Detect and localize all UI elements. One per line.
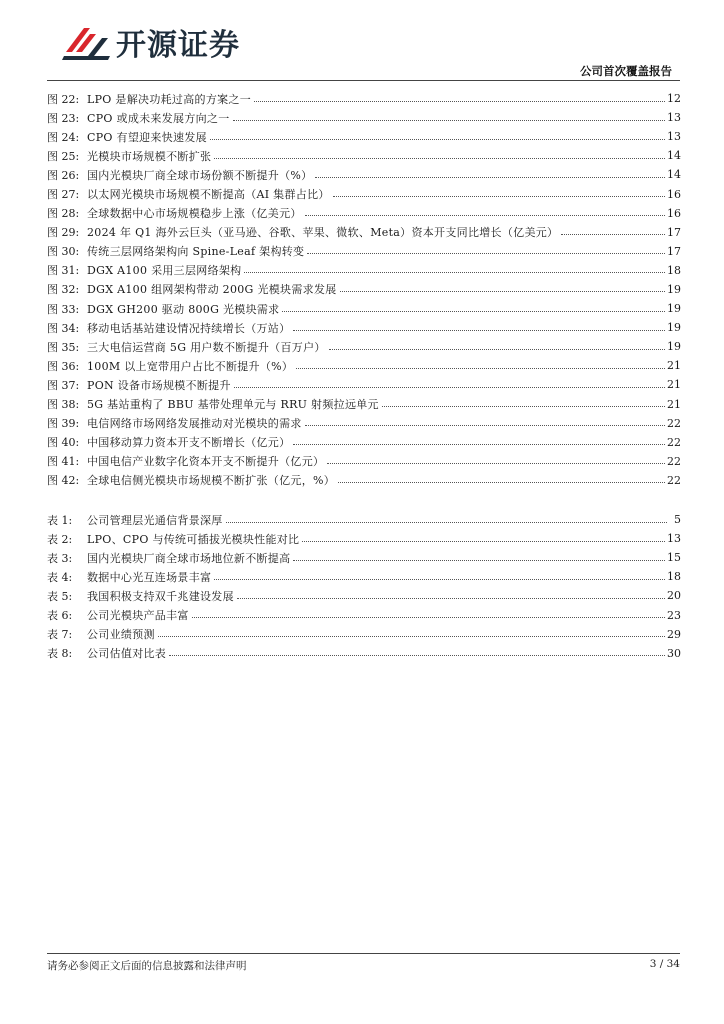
figure-page-number: 22 [667,416,681,430]
header-divider [47,80,680,81]
figure-entry[interactable] [47,165,681,184]
dot-leader [237,598,665,599]
figure-page-number: 18 [667,263,681,277]
figure-page-number: 13 [667,130,681,144]
logo-text: 开源证券 [116,28,240,63]
figure-title: DGX GH200 驱动 800G 光模块需求 [87,302,280,316]
dot-leader [293,444,665,445]
figure-title: DGX A100 组网架构带动 200G 光模块需求发展 [87,283,337,297]
figure-title: CPO 或成未来发展方向之一 [87,111,230,125]
figure-number: 图 30: [47,245,80,259]
figure-number: 图 25: [47,149,80,163]
table-entry[interactable] [47,529,681,548]
figure-page-number: 22 [667,454,681,468]
dot-leader [329,349,665,350]
figure-page-number: 22 [667,473,681,487]
figure-number: 图 29: [47,226,80,240]
figure-number: 图 42: [47,474,80,488]
dot-leader [233,120,665,121]
table-page-number: 29 [667,627,681,641]
dot-leader [338,482,665,483]
figure-entry[interactable] [47,184,681,203]
table-entry[interactable] [47,567,681,586]
figure-index-list [47,89,681,490]
dot-leader [305,425,665,426]
footer-divider [47,953,680,954]
figure-page-number: 13 [667,111,681,125]
figure-entry[interactable] [47,108,681,127]
table-entry[interactable] [47,586,681,605]
figure-entry[interactable] [47,242,681,261]
figure-title: 2024 年 Q1 海外云巨头（亚马逊、谷歌、苹果、微软、Meta）资本开支同比增长（亿美元） [87,226,559,240]
figure-page-number: 17 [667,225,681,239]
figure-title: DGX A100 采用三层网络架构 [87,264,242,278]
dot-leader [382,406,665,407]
table-page-number: 23 [667,608,681,622]
figure-title: 以太网光模块市场规模不断提高（AI 集群占比） [87,188,330,202]
figure-page-number: 22 [667,435,681,449]
figure-entry[interactable] [47,89,681,108]
figure-entry[interactable] [47,471,681,490]
figure-number: 图 39: [47,417,80,431]
table-title: LPO、CPO 与传统可插拔光模块性能对比 [87,532,300,546]
figure-title: CPO 有望迎来快速发展 [87,130,207,144]
figure-title: 100M 以上宽带用户占比不断提升（%） [87,359,294,373]
table-page-number: 15 [667,551,681,565]
figure-page-number: 21 [667,397,681,411]
dot-leader [561,234,665,235]
table-entry[interactable] [47,605,681,624]
figure-page-number: 16 [667,206,681,220]
figure-number: 图 37: [47,378,80,392]
figure-title: 中国移动算力资本开支不断增长（亿元） [87,436,291,450]
figure-title: 移动电话基站建设情况持续增长（万站） [87,321,291,335]
table-title: 公司估值对比表 [87,647,167,661]
dot-leader [305,215,665,216]
figure-number: 图 32: [47,283,80,297]
figure-title: 全球数据中心市场规模稳步上涨（亿美元） [87,207,302,221]
figure-title: PON 设备市场规模不断提升 [87,378,231,392]
dot-leader [226,522,667,523]
dot-leader [293,560,665,561]
table-number: 表 5: [47,589,73,603]
figure-title: 中国电信产业数字化资本开支不断提升（亿元） [87,455,325,469]
dot-leader [214,158,665,159]
figure-number: 图 40: [47,436,80,450]
figure-entry[interactable] [47,127,681,146]
dot-leader [244,272,665,273]
figure-title: 电信网络市场网络发展推动对光模块的需求 [87,417,302,431]
table-title: 数据中心光互连场景丰富 [87,570,212,584]
dot-leader [169,655,665,656]
dot-leader [254,101,665,102]
figure-entry[interactable] [47,375,681,394]
table-index-list [47,510,681,663]
table-entry[interactable] [47,625,681,644]
table-title: 国内光模块厂商全球市场地位新不断提高 [87,551,291,565]
figure-number: 图 35: [47,340,80,354]
table-number: 表 3: [47,551,73,565]
figure-entry[interactable] [47,146,681,165]
figure-page-number: 19 [667,282,681,296]
dot-leader [307,253,665,254]
table-page-number: 5 [674,513,681,527]
report-type-label: 公司首次覆盖报告 [580,64,672,78]
figure-entry[interactable] [47,204,681,223]
dot-leader [234,387,665,388]
table-title: 我国积极支持双千兆建设发展 [87,589,234,603]
dot-leader [210,139,665,140]
figure-entry[interactable] [47,414,681,433]
dot-leader [214,579,665,580]
figure-number: 图 41: [47,455,80,469]
figure-entry[interactable] [47,433,681,452]
footer-disclaimer: 请务必参阅正文后面的信息披露和法律声明 [47,960,247,972]
table-title: 公司管理层光通信背景深厚 [87,513,223,527]
figure-entry[interactable] [47,299,681,318]
figure-page-number: 12 [667,92,681,106]
dot-leader [158,636,665,637]
dot-leader [282,311,665,312]
dot-leader [340,291,665,292]
table-entry[interactable] [47,548,681,567]
figure-page-number: 16 [667,187,681,201]
figure-number: 图 24: [47,130,80,144]
dot-leader [333,196,665,197]
figure-number: 图 26: [47,168,80,182]
figure-number: 图 33: [47,302,80,316]
figure-number: 图 31: [47,264,80,278]
dot-leader [315,177,665,178]
dot-leader [327,463,665,464]
figure-entry[interactable] [47,223,681,242]
figure-number: 图 22: [47,92,80,106]
logo-mark-icon [62,22,112,62]
table-title: 公司业绩预测 [87,628,155,642]
figure-title: 光模块市场规模不断扩张 [87,149,212,163]
table-number: 表 1: [47,513,73,527]
figure-entry[interactable] [47,280,681,299]
table-page-number: 18 [667,570,681,584]
dot-leader [293,330,665,331]
figure-number: 图 28: [47,207,80,221]
figure-entry[interactable] [47,337,681,356]
figure-number: 图 27: [47,188,80,202]
table-page-number: 13 [667,532,681,546]
figure-entry[interactable] [47,261,681,280]
figure-title: LPO 是解决功耗过高的方案之一 [87,92,252,106]
figure-page-number: 21 [667,359,681,373]
table-number: 表 6: [47,609,73,623]
page-number: 3 / 34 [649,958,680,970]
dot-leader [192,617,665,618]
figure-entry[interactable] [47,318,681,337]
table-title: 公司光模块产品丰富 [87,609,189,623]
figure-entry[interactable] [47,395,681,414]
figure-entry[interactable] [47,452,681,471]
table-page-number: 30 [667,646,681,660]
figure-title: 全球电信侧光模块市场规模不断扩张（亿元，%） [87,474,336,488]
figure-number: 图 36: [47,359,80,373]
figure-page-number: 17 [667,244,681,258]
figure-page-number: 21 [667,378,681,392]
figure-page-number: 19 [667,302,681,316]
figure-title: 三大电信运营商 5G 用户数不断提升（百万户） [87,340,326,354]
dot-leader [302,541,665,542]
table-entry[interactable] [47,644,681,663]
table-entry[interactable] [47,510,681,529]
dot-leader [296,368,665,369]
figure-entry[interactable] [47,356,681,375]
figure-page-number: 14 [667,149,681,163]
table-number: 表 7: [47,628,73,642]
figure-title: 传统三层网络架构向 Spine-Leaf 架构转变 [87,245,305,259]
company-logo [62,22,272,62]
figure-title: 5G 基站重构了 BBU 基带处理单元与 RRU 射频拉远单元 [87,398,379,412]
table-page-number: 20 [667,589,681,603]
figure-number: 图 23: [47,111,80,125]
figure-page-number: 14 [667,168,681,182]
table-number: 表 2: [47,532,73,546]
table-number: 表 8: [47,647,73,661]
figure-number: 图 34: [47,321,80,335]
figure-title: 国内光模块厂商全球市场份额不断提升（%） [87,168,313,182]
figure-page-number: 19 [667,321,681,335]
figure-page-number: 19 [667,340,681,354]
table-number: 表 4: [47,570,73,584]
figure-number: 图 38: [47,398,80,412]
